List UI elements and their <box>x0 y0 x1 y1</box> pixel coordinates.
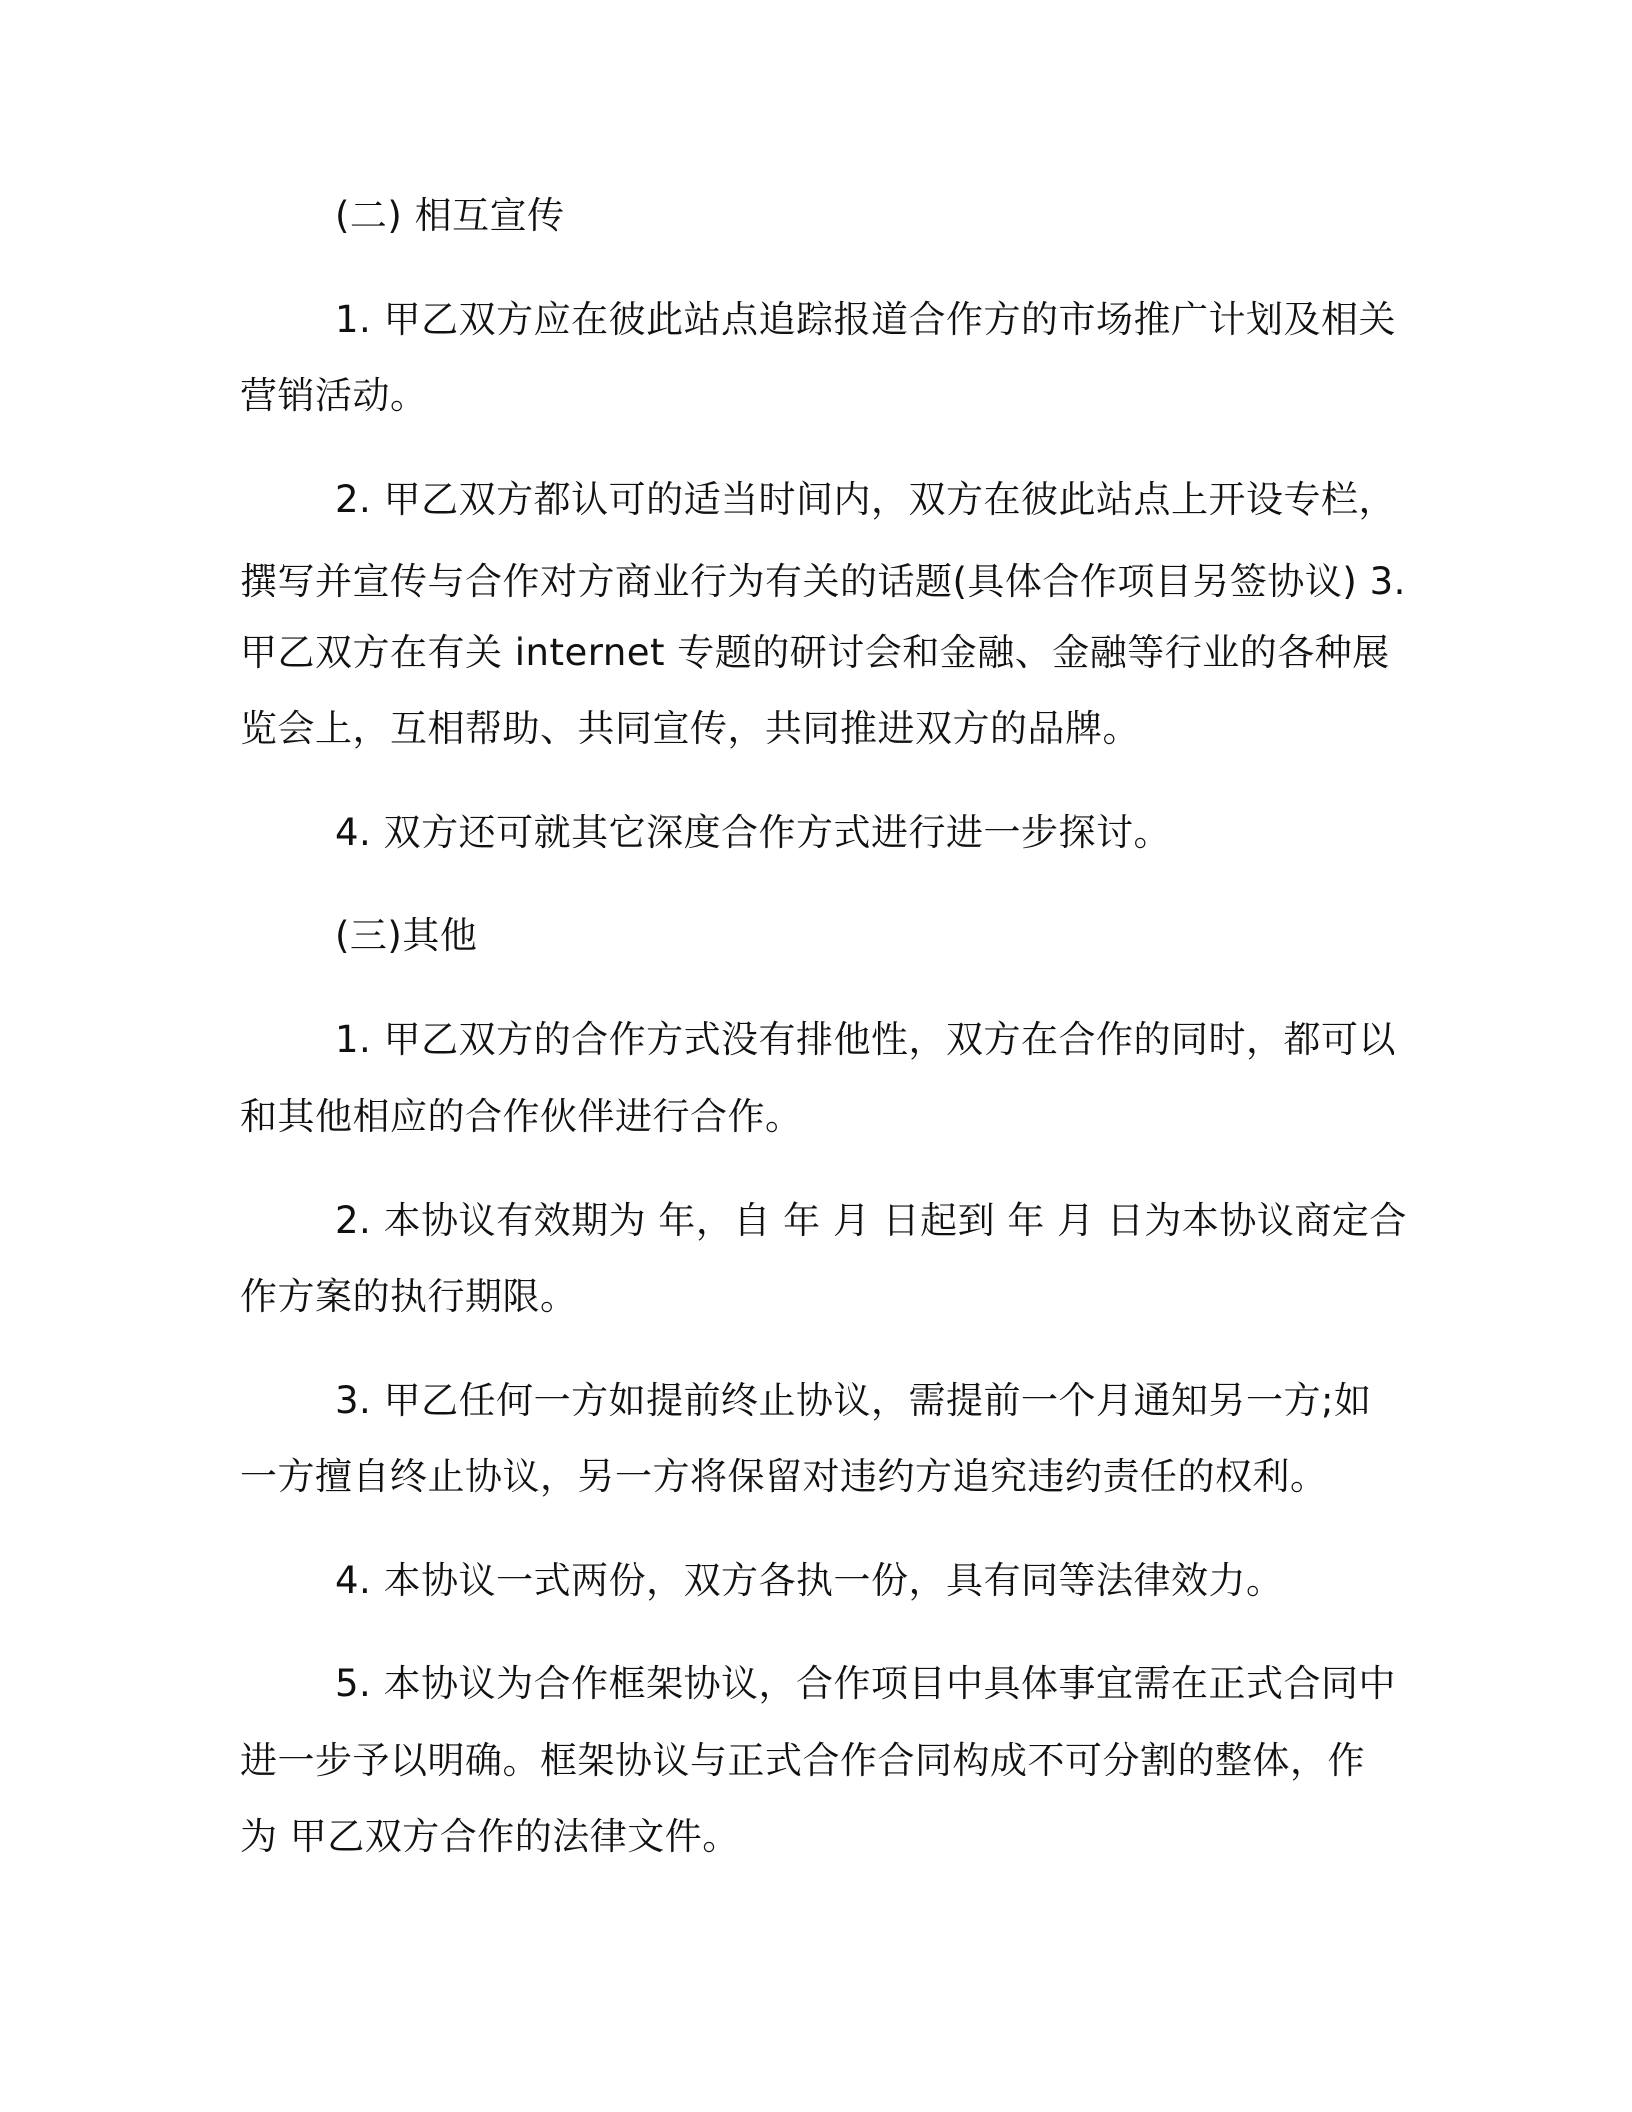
paragraph-line: 2. 甲乙双方都认可的适当时间内，双方在彼此站点上开设专栏， <box>335 478 1397 521</box>
section-heading-other: (三)其他 <box>335 914 478 957</box>
paragraph-line: 作方案的执行期限。 <box>240 1275 578 1318</box>
paragraph-line: 览会上，互相帮助、共同宣传，共同推进双方的品牌。 <box>240 707 1140 750</box>
paragraph-line: 为 甲乙双方合作的法律文件。 <box>240 1815 740 1858</box>
paragraph-line: 1. 甲乙双方的合作方式没有排他性，双方在合作的同时，都可以 <box>335 1018 1397 1061</box>
paragraph-line: 和其他相应的合作伙伴进行合作。 <box>240 1095 803 1138</box>
paragraph-line: 2. 本协议有效期为 年，自 年 月 日起到 年 月 日为本协议商定合 <box>335 1199 1407 1242</box>
paragraph-line: 5. 本协议为合作框架协议，合作项目中具体事宜需在正式合同中 <box>335 1662 1397 1705</box>
paragraph-line: 一方擅自终止协议，另一方将保留对违约方追究违约责任的权利。 <box>240 1455 1328 1498</box>
paragraph-line: 4. 双方还可就其它深度合作方式进行进一步探讨。 <box>335 811 1172 854</box>
section-heading-mutual-promotion: (二) 相互宣传 <box>335 194 565 237</box>
paragraph-line: 营销活动。 <box>240 374 428 417</box>
paragraph-line: 进一步予以明确。框架协议与正式合作合同构成不可分割的整体，作 <box>240 1739 1365 1782</box>
paragraph-line: 3. 甲乙任何一方如提前终止协议，需提前一个月通知另一方;如 <box>335 1379 1372 1422</box>
paragraph-line: 1. 甲乙双方应在彼此站点追踪报道合作方的市场推广计划及相关 <box>335 298 1397 341</box>
paragraph-line: 撰写并宣传与合作对方商业行为有关的话题(具体合作项目另签协议) 3. <box>240 560 1406 603</box>
paragraph-line: 甲乙双方在有关 internet 专题的研讨会和金融、金融等行业的各种展 <box>240 631 1390 674</box>
paragraph-line: 4. 本协议一式两份，双方各执一份，具有同等法律效力。 <box>335 1559 1284 1602</box>
